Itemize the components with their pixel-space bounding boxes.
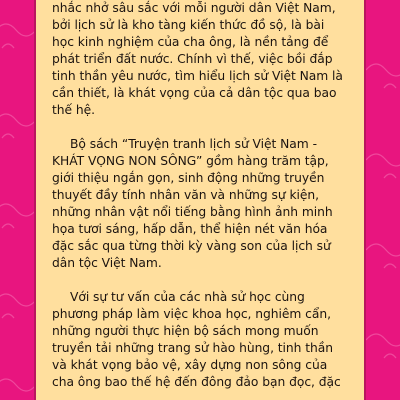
text-line: tinh thần yêu nước, tìm hiểu lịch sử Việt Nam là [52, 69, 343, 83]
text-line: cần thiết, là khát vọng của cả dân tộc qua bao [52, 86, 337, 100]
text-line: Bộ sách “Truyện tranh lịch sử Việt Nam - [70, 137, 317, 151]
text-line: đặc sắc qua từng thời kỳ vàng son của lịch sử [52, 239, 331, 253]
text-line: nhắc nhở sâu sắc với mỗi người dân Việt Nam, [52, 1, 336, 15]
decorative-border-left [0, 0, 34, 400]
body-text [52, 0, 349, 391]
text-line: phát triển đất nước. Chính vì thế, việc bồi đắp [52, 52, 333, 66]
text-line: bởi lịch sử là kho tàng kiến thức đồ sộ, là bài [52, 18, 325, 32]
paragraph-gap [52, 119, 349, 136]
text-line: KHÁT VỌNG NON SÔNG” gồm hàng trăm tập, [52, 154, 329, 168]
text-line: cha ông bao thế hệ đến đông đảo bạn đọc, đặc [52, 375, 341, 389]
text-line: những nhân vật nổi tiếng bằng hình ảnh minh [52, 205, 333, 219]
text-line: Với sự tư vấn của các nhà sử học cùng [70, 290, 305, 304]
text-line: thuyết đầy tính nhân văn và những sự kiện, [52, 188, 320, 202]
paragraph-gap [52, 272, 349, 289]
text-line: học kinh nghiệm của cha ông, là nền tảng để [52, 35, 329, 49]
text-line: dân tộc Việt Nam. [52, 256, 162, 270]
text-line: phương pháp làm việc khoa học, nghiêm cẩn, [52, 307, 331, 321]
text-line: truyền tải những trang sử hào hùng, tinh thần [52, 341, 334, 355]
text-line: giới thiệu ngắn gọn, sinh động những truyền [52, 171, 325, 185]
text-panel [34, 0, 366, 400]
text-line: họa tươi sáng, hấp dẫn, thể hiện nét văn hóa [52, 222, 328, 236]
text-line: và khát vọng bảo vệ, xây dựng non sông của [52, 358, 328, 372]
text-line: thế hệ. [52, 103, 96, 117]
text-line: những người thực hiện bộ sách mong muốn [52, 324, 319, 338]
decorative-border-right [366, 0, 400, 400]
